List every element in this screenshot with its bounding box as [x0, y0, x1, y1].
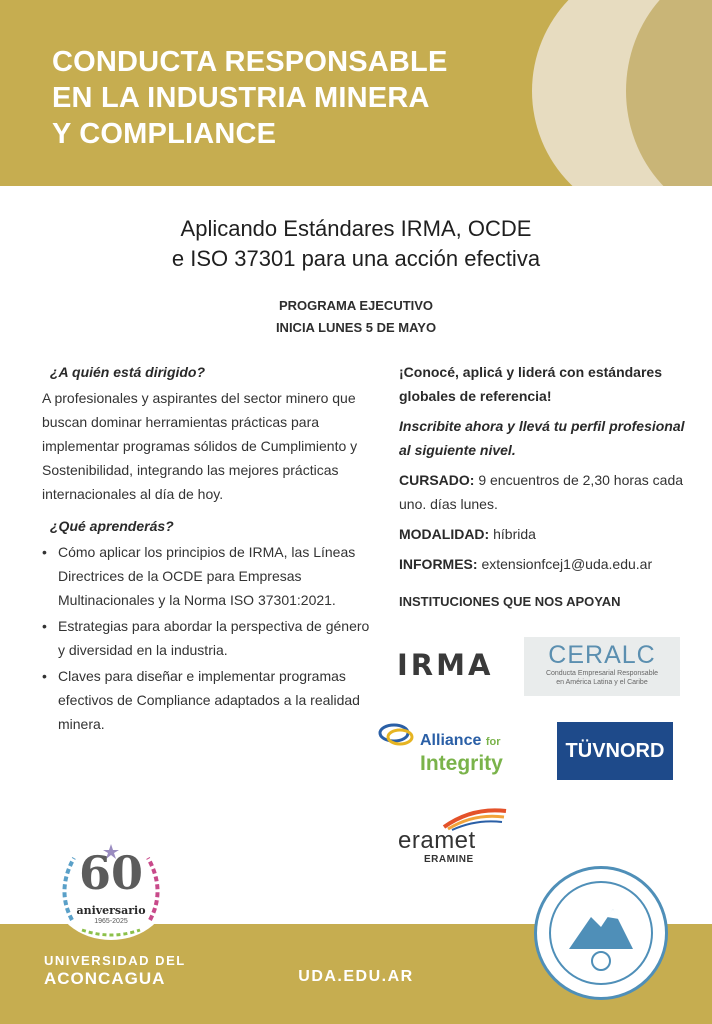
- right-column: [399, 360, 689, 614]
- modalidad-label: MODALIDAD:: [399, 526, 490, 542]
- left-column: [42, 360, 372, 738]
- alliance-line-1: [420, 732, 500, 750]
- cursado-label: CURSADO:: [399, 472, 475, 488]
- audience-text: A profesionales y aspirantes del sector minero que buscan dominar herramientas prácticas para implementar programas sólidos de Cumplimiento y Sostenibilidad, integrando las mejores prácticas internacionales al día de hoy.: [42, 390, 358, 502]
- anniversary-logo: [44, 838, 178, 942]
- title-line-3: Y COMPLIANCE: [52, 118, 277, 150]
- tuv-nord-logo: TÜVNORD: [557, 722, 673, 780]
- ceralc-logo: [524, 637, 680, 696]
- alliance-word: Alliance: [420, 732, 482, 749]
- call-to-action: ¡Conocé, aplicá y liderá con estándares globales de referencia!: [399, 364, 662, 404]
- cursado-row: [399, 468, 689, 516]
- institutions-title: INSTITUCIONES QUE NOS APOYAN: [399, 594, 621, 609]
- informes-label: INFORMES:: [399, 556, 478, 572]
- title-line-2: EN LA INDUSTRIA MINERA: [52, 82, 430, 114]
- eramet-name: eramet: [398, 827, 476, 854]
- irma-logo: IRMA: [397, 648, 494, 682]
- title-line-1: CONDUCTA RESPONSABLE: [52, 46, 448, 78]
- subtitle-line-1: Aplicando Estándares IRMA, OCDE: [180, 216, 532, 241]
- university-seal-icon: [534, 866, 668, 1000]
- audience-title: ¿A quién está dirigido?: [50, 364, 206, 380]
- page-title: [52, 44, 502, 152]
- modalidad-row: [399, 522, 689, 546]
- informes-email-link[interactable]: extensionfcej1@uda.edu.ar: [477, 556, 653, 572]
- informes-row: [399, 552, 689, 576]
- learn-item: • Claves para diseñar e implementar programas efectivos de Compliance adaptados a la realidad minera.: [42, 664, 372, 736]
- ceralc-name: CERALC: [548, 641, 656, 669]
- mountain-emblem-icon: [537, 869, 665, 997]
- eramet-subtitle: ERAMINE: [424, 854, 474, 865]
- learn-list: [42, 540, 372, 736]
- cursado-value: 9 encuentros de 2,30 horas cada uno. días lunes.: [399, 472, 684, 512]
- alliance-for-integrity-logo: [378, 722, 528, 782]
- anniversary-number: 60: [78, 846, 143, 900]
- learn-title: ¿Qué aprenderás?: [50, 518, 174, 534]
- subtitle: [0, 214, 712, 274]
- eramet-logo: [398, 805, 518, 867]
- header-banner: [0, 0, 712, 186]
- website-link[interactable]: UDA.EDU.AR: [298, 968, 414, 985]
- ceralc-subtitle-1: Conducta Empresarial Responsable: [545, 670, 659, 677]
- program-info: [0, 295, 712, 339]
- learn-item: • Cómo aplicar los principios de IRMA, las Líneas Directrices de la OCDE para Empresas Multinacionales y la Norma ISO 37301:2021.: [42, 540, 372, 612]
- alliance-mark-icon: [378, 722, 418, 748]
- header-decoration: [532, 0, 712, 186]
- learn-item: • Estrategias para abordar la perspectiva de género y diversidad en la industria.: [42, 614, 372, 662]
- ceralc-subtitle-2: en América Latina y el Caribe: [556, 679, 648, 686]
- call-to-action-secondary: Inscribite ahora y llevá tu perfil profesional al siguiente nivel.: [399, 418, 685, 458]
- program-start: INICIA LUNES 5 DE MAYO: [275, 320, 437, 335]
- modalidad-value: híbrida: [489, 526, 536, 542]
- program-type: PROGRAMA EJECUTIVO: [278, 298, 434, 313]
- alliance-line-2: Integrity: [420, 752, 503, 775]
- university-name-line-2: ACONCAGUA: [44, 969, 166, 988]
- alliance-for-word: for: [485, 736, 501, 748]
- subtitle-line-2: e ISO 37301 para una acción efectiva: [171, 246, 541, 271]
- university-name-line-1: UNIVERSIDAD DEL: [44, 953, 186, 968]
- anniversary-text: aniversario: [76, 904, 146, 917]
- anniversary-years: 1965-2025: [94, 918, 128, 925]
